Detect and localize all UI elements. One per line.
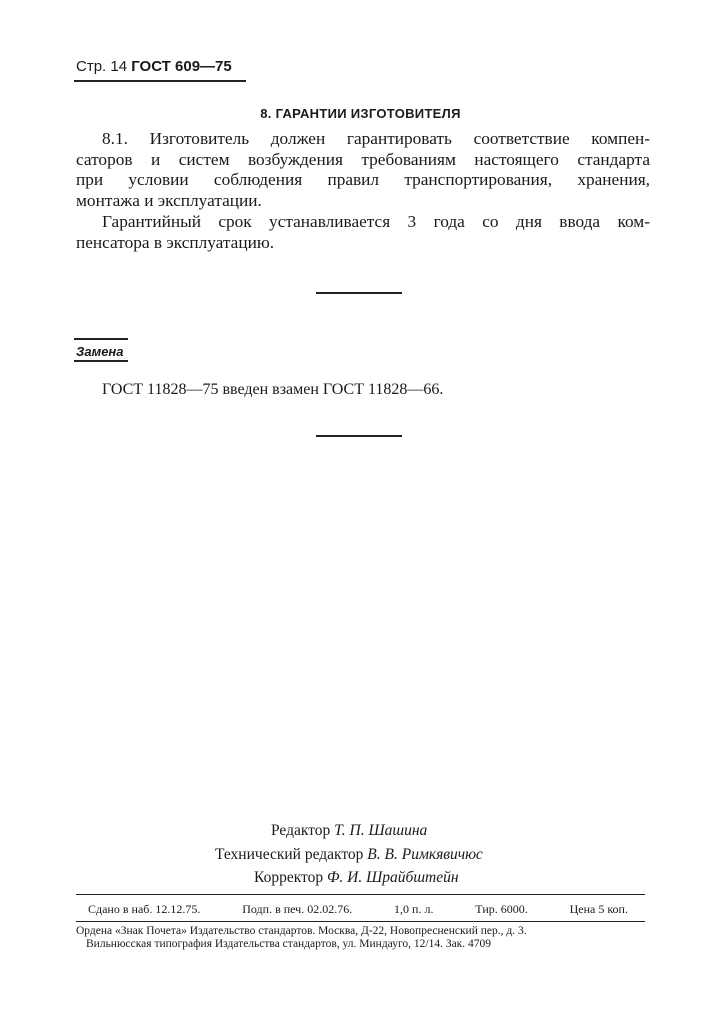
paragraph-line: при условии соблюдения правил транспортирования, хранения, [76,170,650,190]
credit-proofreader [254,869,459,887]
credit-name: Ф. И. Шрайбштейн [326,869,459,886]
paragraph-warranty-term [76,212,650,253]
replacement-rule-top [74,338,128,340]
imprint-rule-bottom [76,921,645,922]
imprint-submitted: Сдано в наб. 12.12.75. [88,902,201,916]
imprint-run: Тир. 6000. [475,902,528,916]
credit-name: В. В. Римкявичюс [367,846,483,863]
paragraph-line: монтажа и эксплуатации. [76,191,262,211]
header-rule [74,80,246,82]
imprint-sheets: 1,0 п. л. [394,902,434,916]
separator-rule [316,435,402,437]
paragraph-line: Гарантийный срок устанавливается 3 года со дня ввода ком- [102,212,650,231]
replacement-text: ГОСТ 11828—75 введен взамен ГОСТ 11828—66. [102,381,444,398]
credit-role: Корректор [254,869,324,886]
imprint-signed: Подп. в печ. 02.02.76. [242,902,353,916]
printer-line: Вильнюсская типография Издательства стандартов, ул. Миндауго, 12/14. Зак. 4709 [86,938,492,950]
credit-role: Технический редактор [215,846,364,863]
paragraph-line: саторов и систем возбуждения требованиям настоящего стандарта [76,149,650,169]
replacement-title: Замена [76,344,124,359]
imprint-line [88,902,628,917]
page-number: Стр. 14 [76,58,128,75]
credit-tech-editor [215,846,483,864]
imprint-price: Цена 5 коп. [569,902,628,916]
publisher-line: Ордена «Знак Почета» Издательство стандартов. Москва, Д-22, Новопресненский пер., д. 3. [76,925,527,937]
paragraph-8-1 [76,129,650,212]
standard-number: ГОСТ 609—75 [131,58,232,75]
credit-role: Редактор [271,822,331,839]
paragraph-line: пенсатора в эксплуатацию. [76,232,275,252]
section-title: 8. ГАРАНТИИ ИЗГОТОВИТЕЛЯ [260,106,461,121]
credit-name: Т. П. Шашина [334,822,428,839]
replacement-rule-bottom [74,360,128,362]
credit-editor [271,822,427,840]
page-header [76,58,232,75]
separator-rule [316,292,402,294]
paragraph-line: 8.1. Изготовитель должен гарантировать соответствие компен- [102,129,650,148]
imprint-rule-top [76,894,645,895]
